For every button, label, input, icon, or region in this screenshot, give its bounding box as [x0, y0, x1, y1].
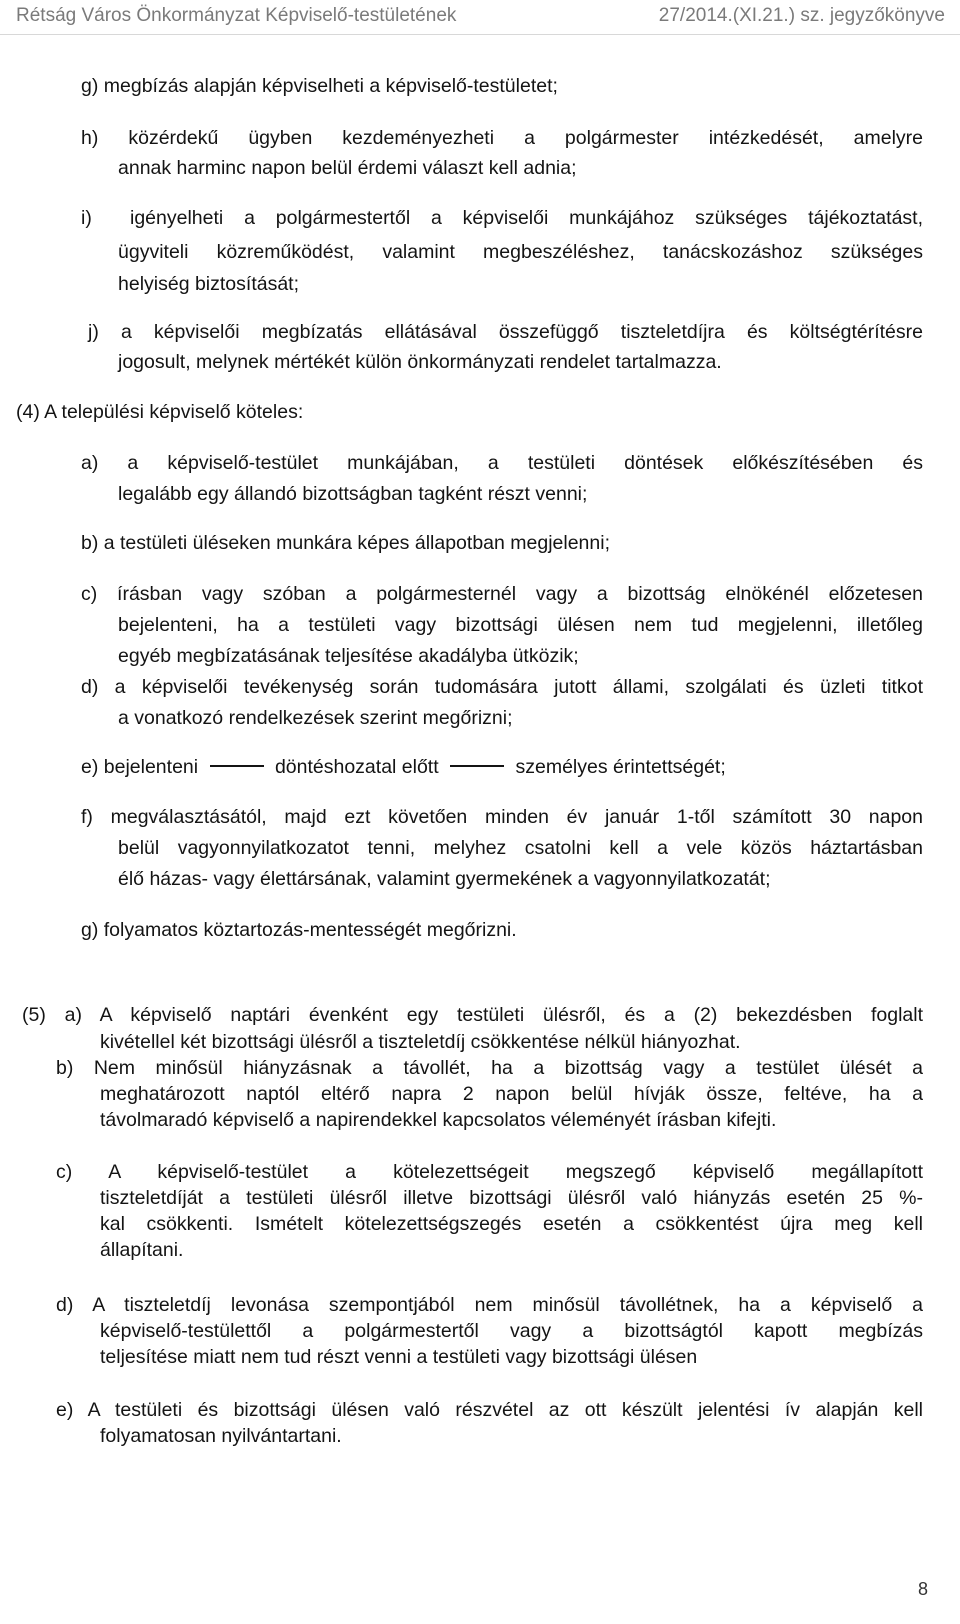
paragraph-line: távolmaradó képviselő a napirendekkel kapcsolatos véleményét írásban kifejti.	[100, 1109, 777, 1131]
line-part: e) bejelenteni	[81, 756, 199, 778]
line-part: döntéshozatal előtt	[274, 756, 439, 778]
paragraph-line: meghatározott naptól eltérő napra 2 napon belül hívják össze, feltéve, ha a	[100, 1083, 923, 1105]
paragraph-line: ügyviteli közreműködést, valamint megbeszéléshez, tanácskozáshoz szükséges	[118, 241, 923, 263]
paragraph-line: c) A képviselő-testület a kötelezettségeit megszegő képviselő megállapított	[56, 1161, 923, 1183]
paragraph-line: tiszteletdíját a testületi ülésről illetve bizottsági ülésről való hiányzás esetén 25 %-	[100, 1187, 923, 1209]
paragraph-line: teljesítése miatt nem tud részt venni a testületi vagy bizottsági ülésen	[100, 1346, 698, 1368]
paragraph-line: kal csökkenti. Ismételt kötelezettségszegés esetén a csökkentést újra meg kell	[100, 1213, 923, 1235]
paragraph-line: h) közérdekű ügyben kezdeményezheti a polgármester intézkedését, amelyre	[81, 127, 923, 149]
paragraph-line: j) a képviselői megbízatás ellátásával összefüggő tiszteletdíjra és költségtérítésre	[88, 321, 923, 343]
paragraph-line: helyiség biztosítását;	[118, 273, 300, 295]
paragraph-line: g) megbízás alapján képviselheti a képviselő-testületet;	[81, 75, 558, 97]
paragraph-line: élő házas- vagy élettársának, valamint gyermekének a vagyonnyilatkozatát;	[118, 868, 771, 890]
paragraph-line: d) a képviselői tevékenység során tudomására jutott állami, szolgálati és üzleti titkot	[81, 676, 923, 698]
section-heading: (4) A települési képviselő köteles:	[16, 401, 304, 423]
paragraph-line: (5) a) A képviselő naptári évenként egy testületi ülésről, és a (2) bekezdésben foglalt	[22, 1004, 923, 1026]
paragraph-line: belül vagyonnyilatkozatot tenni, melyhez csatolni kell a vele közös háztartásban	[118, 837, 923, 859]
paragraph-line: annak harminc napon belül érdemi választ kell adnia;	[118, 157, 577, 179]
dash-rule	[450, 765, 504, 767]
paragraph-line: d) A tiszteletdíj levonása szempontjából nem minősül távollétnek, ha a képviselő a	[56, 1294, 923, 1316]
paragraph-line: kivétellel két bizottsági ülésről a tiszteletdíj csökkentése nélkül hiányozhat.	[100, 1031, 741, 1053]
paragraph-line: igényelheti a polgármestertől a képviselői munkájához szükséges tájékoztatást,	[130, 207, 923, 229]
paragraph-line: e) A testületi és bizottsági ülésen való részvétel az ott készült jelentési ív alapján kell	[56, 1399, 923, 1421]
paragraph-line: g) folyamatos köztartozás-mentességét megőrizni.	[81, 919, 517, 941]
paragraph-line: bejelenteni, ha a testületi vagy bizottsági ülésen nem tud megjelenni, illetőleg	[118, 614, 923, 636]
paragraph-line: b) a testületi üléseken munkára képes állapotban megjelenni;	[81, 532, 610, 554]
paragraph-line: a) a képviselő-testület munkájában, a testületi döntések előkészítésében és	[81, 452, 923, 474]
paragraph-line: egyéb megbízatásának teljesítése akadályba ütközik;	[118, 645, 579, 667]
dash-rule	[210, 765, 264, 767]
list-marker: i)	[81, 207, 92, 229]
header-title: Rétság Város Önkormányzat Képviselő-testületének	[16, 5, 457, 26]
paragraph-line	[81, 755, 726, 779]
paragraph-line: legalább egy állandó bizottságban tagként részt venni;	[118, 483, 588, 505]
paragraph-line: b) Nem minősül hiányzásnak a távollét, ha a bizottság vagy a testület ülését a	[56, 1057, 923, 1079]
header-doc-number: 27/2014.(XI.21.) sz. jegyzőkönyve	[658, 5, 945, 26]
page-number: 8	[917, 1579, 928, 1599]
paragraph-line: jogosult, melynek mértékét külön önkormányzati rendelet tartalmazza.	[118, 351, 722, 373]
paragraph-line: f) megválasztásától, majd ezt követően minden év január 1-től számított 30 napon	[81, 806, 923, 828]
paragraph-line: c) írásban vagy szóban a polgármesternél vagy a bizottság elnökénél előzetesen	[81, 583, 923, 605]
paragraph-line: képviselő-testülettől a polgármestertől vagy a bizottságtól kapott megbízás	[100, 1320, 923, 1342]
paragraph-line: állapítani.	[100, 1239, 184, 1261]
paragraph-line: folyamatosan nyilvántartani.	[100, 1425, 342, 1447]
paragraph-line: a vonatkozó rendelkezések szerint megőrizni;	[118, 707, 513, 729]
line-part: személyes érintettségét;	[515, 756, 726, 778]
page-header	[0, 0, 960, 35]
